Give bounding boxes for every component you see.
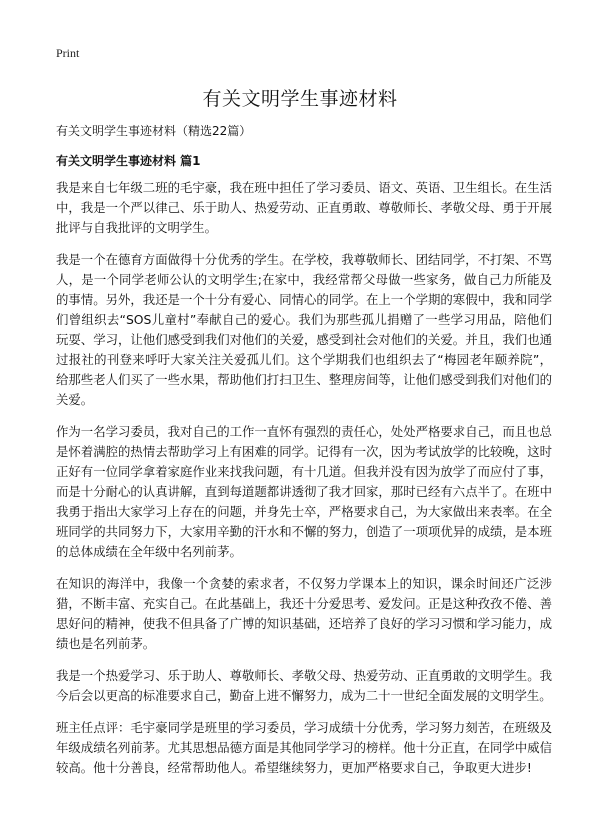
article-body (56, 178, 552, 790)
paragraph: 我是一个在德育方面做得十分优秀的学生。在学校，我尊敬师长、团结同学，不打架、不骂人，是一个同学老师公认的文明学生;在家中，我经常帮父母做一些家务，做自己力所能及的事情。另外，我还是一个十分有爱心、同情心的同学。在上一个学期的寒假中，我和同学们曾组织去“SOS儿童村”奉献自己的爱心。我们为那些孤儿捐赠了一些学习用品，陪他们玩耍、学习，让他们感受到我们对他们的关爱，感受到社会对他们的关爱。并且，我们也通过报社的刊登来呼吁大家关注关爱孤儿们。这个学期我们也组织去了“梅园老年颐养院”，给那些老人们买了一些水果，帮助他们打扫卫生、整理房间等，让他们感受到我们对他们的关爱。 (56, 252, 552, 407)
section-heading: 有关文明学生事迹材料 篇1 (56, 154, 201, 168)
document-title: 有关文明学生事迹材料 (202, 88, 398, 110)
paragraph: 我是一个热爱学习、乐于助人、尊敬师长、孝敬父母、热爱劳动、正直勇敢的文明学生。我今后会以更高的标准要求自己，勤奋上进不懈努力，成为二十一世纪全面发展的文明学生。 (56, 668, 552, 703)
paragraph: 作为一名学习委员，我对自己的工作一直怀有强烈的责任心，处处严格要求自己，而且也总是怀着满腔的热情去帮助学习上有困难的同学。记得有一次，因为考试放学的比较晚，这时正好有一位同学拿着家庭作业来找我问题，有十几道。但我并没有因为放学了而应付了事，而是十分耐心的认真讲解，直到每道题都讲透彻了我才回家，那时已经有六点半了。在班中我勇于指出大家学习上存在的问题，并身先士卒，严格要求自己，为大家做出来表率。在全班同学的共同努力下，大家用辛勤的汗水和不懈的努力，创造了一项项优异的成绩，是本班的总体成绩在全年级中名列前茅。 (56, 424, 552, 559)
paragraph: 我是来自七年级二班的毛宇豪，我在班中担任了学习委员、语文、英语、卫生组长。在生活中，我是一个严以律己、乐于助人、热爱劳动、正直勇敢、尊敬师长、孝敬父母、勇于开展批评与自我批评的文明学生。 (56, 180, 552, 235)
paragraph: 班主任点评：毛宇豪同学是班里的学习委员，学习成绩十分优秀，学习努力刻苦，在班级及年级成绩名列前茅。尤其思想品德方面是其他同学学习的榜样。他十分正直，在同学中威信较高。他十分善良，经常帮助他人。希望继续努力，更加严格要求自己，争取更大进步! (56, 720, 552, 775)
print-link[interactable]: Print (56, 46, 80, 60)
paragraph: 在知识的海洋中，我像一个贪婪的索求者，不仅努力学课本上的知识，课余时间还广泛涉猎，不断丰富、充实自己。在此基础上，我还十分爱思考、爱发问。正是这种孜孜不倦、善思好问的精神，使我不但具备了广博的知识基础，还培养了良好的学习习惯和学习能力，成绩也是名列前茅。 (56, 576, 552, 651)
document-subtitle: 有关文明学生事迹材料（精选22篇） (56, 124, 252, 138)
